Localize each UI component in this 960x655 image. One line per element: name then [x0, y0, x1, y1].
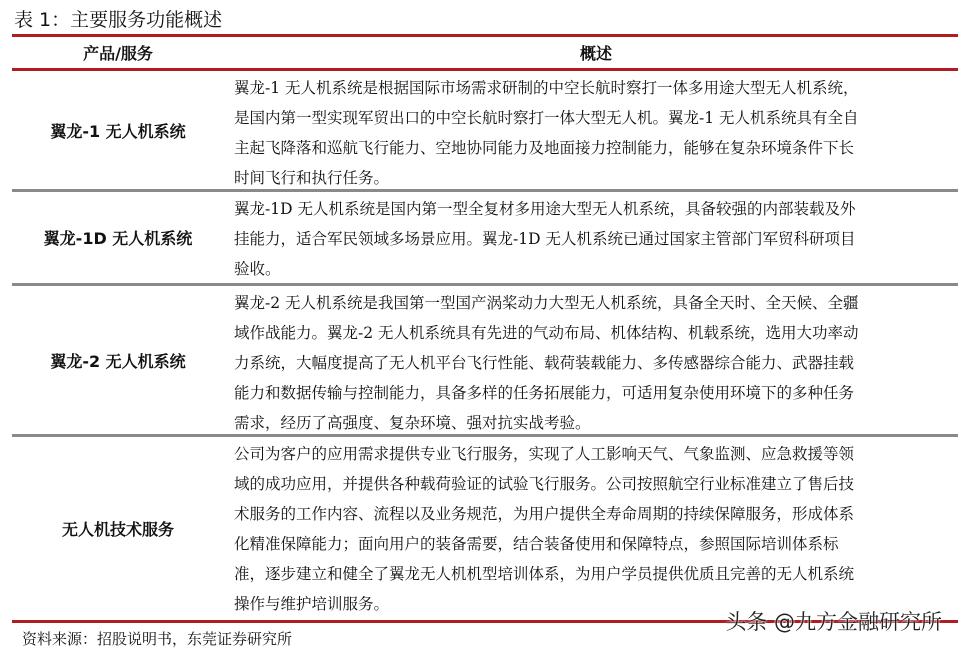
description-line: 挂能力，适合军民领域多场景应用。翼龙-1D 无人机系统已通过国家主管部门军贸科研项目 — [234, 230, 856, 248]
description-line: 翼龙-2 无人机系统是我国第一型国产涡桨动力大型无人机系统，具备全天时、全天候、全疆 — [234, 294, 859, 312]
product-description — [234, 194, 855, 284]
description-line: 是国内第一型实现军贸出口的中空长航时察打一体大型无人机。翼龙-1 无人机系统具有全自 — [234, 109, 859, 127]
product-description — [234, 439, 854, 619]
description-line: 翼龙-1 无人机系统是根据国际市场需求研制的中空长航时察打一体多用途大型无人机系统， — [234, 79, 859, 97]
description-line: 术服务的工作内容、流程以及业务规范，为用户提供全寿命周期的持续保障服务，形成体系 — [234, 505, 855, 523]
description-line: 验收。 — [234, 260, 281, 278]
table-title: 表 1：主要服务功能概述 — [14, 9, 223, 31]
table-row — [12, 192, 958, 282]
product-description — [234, 288, 859, 438]
description-line: 能力和数据传输与控制能力，具备多样的任务拓展能力，可适用复杂使用环境下的多种任务 — [234, 384, 855, 402]
table-row — [12, 437, 958, 619]
description-line: 需求，经历了高强度、复杂环境、强对抗实战考验。 — [234, 414, 591, 432]
description-line: 化精准保障能力；面向用户的装备需要，结合装备使用和保障特点，参照国际培训体系标 — [234, 535, 839, 553]
description-line: 域作战能力。翼龙-2 无人机系统具有先进的气动布局、机体结构、机载系统，选用大功率动 — [234, 324, 859, 342]
table-row — [12, 71, 958, 189]
description-line: 主起飞降落和巡航飞行能力、空地协同能力及地面接力控制能力，能够在复杂环境条件下长 — [234, 139, 855, 157]
description-line: 时间飞行和执行任务。 — [234, 169, 390, 187]
product-description — [234, 73, 859, 193]
description-line: 域的成功应用，并提供各种载荷验证的试验飞行服务。公司按照航空行业标准建立了售后技 — [234, 475, 855, 493]
description-line: 公司为客户的应用需求提供专业飞行服务，实现了人工影响天气、气象监测、应急救援等领 — [234, 445, 855, 463]
description-line: 力系统，大幅度提高了无人机平台飞行性能、载荷装载能力、多传感器综合能力、武器挂载 — [234, 354, 855, 372]
product-name: 翼龙-1 无人机系统 — [50, 121, 186, 141]
description-line: 操作与维护培训服务。 — [234, 595, 390, 613]
product-name: 翼龙-1D 无人机系统 — [43, 228, 193, 248]
source-note: 资料来源：招股说明书，东莞证券研究所 — [22, 630, 293, 648]
table-row — [12, 286, 958, 434]
description-line: 翼龙-1D 无人机系统是国内第一型全复材多用途大型无人机系统，具备较强的内部装载及外 — [234, 200, 856, 218]
top-rule — [12, 34, 958, 37]
description-line: 准，逐步建立和健全了翼龙无人机机型培训体系，为用户学员提供优质且完善的无人机系统 — [234, 565, 855, 583]
product-name: 无人机技术服务 — [61, 519, 174, 539]
product-name: 翼龙-2 无人机系统 — [50, 351, 186, 371]
watermark: 头条 @九方金融研究所 — [725, 610, 942, 634]
header-product: 产品/服务 — [83, 44, 153, 63]
header-overview: 概述 — [579, 44, 612, 63]
